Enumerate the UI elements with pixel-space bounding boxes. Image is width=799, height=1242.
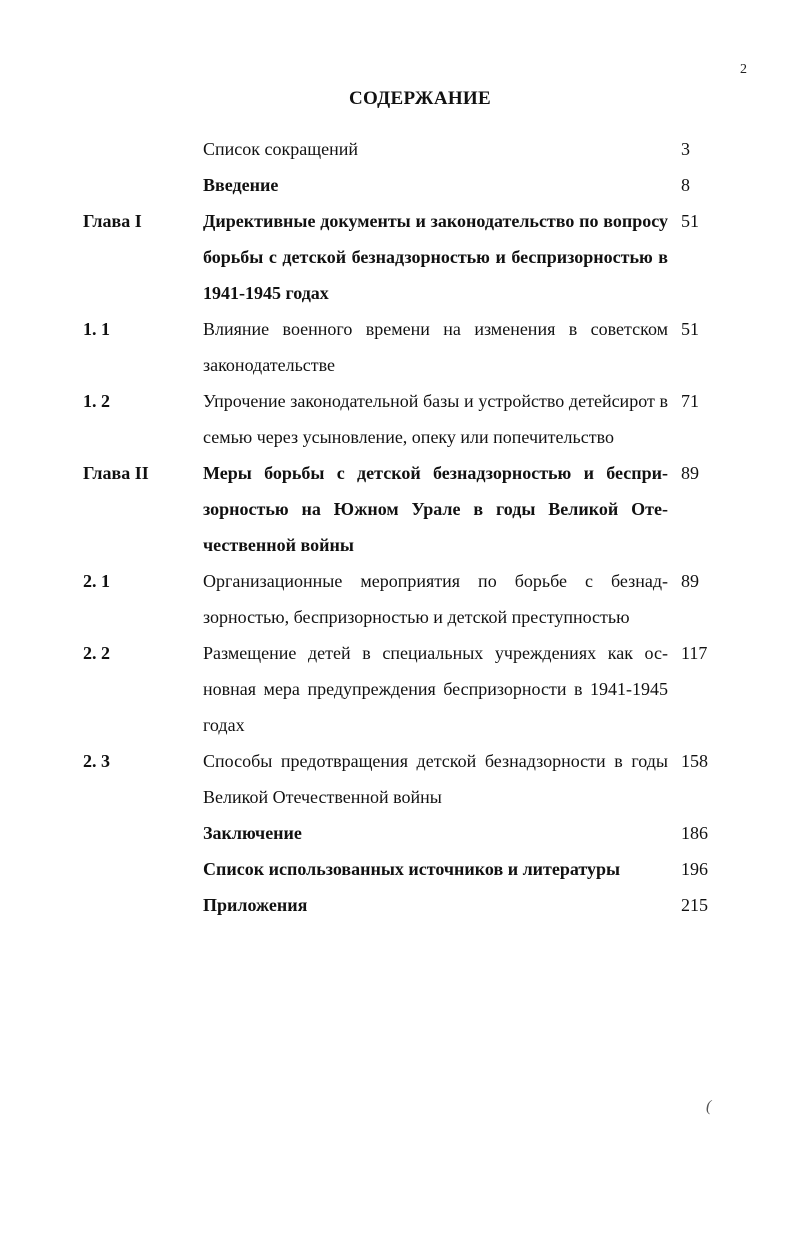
toc-entry-page: 117: [681, 643, 708, 663]
toc-entry-title: Размещение детей в специальных учреждениях как основная мера предупреждения беспризорности в 1941-1945 годах: [203, 643, 668, 735]
toc-entry-label: 2. 2: [83, 643, 110, 663]
toc-entry-section-2-2: [0, 635, 799, 743]
page-title: СОДЕРЖАНИЕ: [349, 88, 491, 109]
table-of-contents: [0, 131, 799, 923]
toc-entry-section-2-1: [0, 563, 799, 635]
toc-entry-page: 51: [681, 211, 699, 231]
toc-entry-abbreviations: [0, 131, 799, 167]
toc-entry-introduction: [0, 167, 799, 203]
toc-entry-bibliography: [0, 851, 799, 887]
toc-entry-title: Упрочение законодательной базы и устройство детейсирот в семью через усыновление, опеку или попечительство: [203, 391, 668, 447]
pen-mark-decoration: (: [706, 1098, 712, 1115]
toc-entry-label: 1. 2: [83, 391, 110, 411]
toc-entry-page: 215: [681, 895, 708, 915]
toc-entry-page: 51: [681, 319, 699, 339]
toc-entry-page: 158: [681, 751, 708, 771]
toc-entry-page: 186: [681, 823, 708, 843]
toc-entry-label: Глава II: [83, 463, 149, 483]
toc-entry-title: Список использованных источников и литературы: [203, 859, 621, 879]
toc-entry-conclusion: [0, 815, 799, 851]
toc-entry-title: Директивные документы и законодательство по вопросу борьбы с детской безнадзорностью и беспризорностью в 1941-1945 годах: [203, 211, 668, 303]
toc-entry-title: Введение: [203, 175, 279, 195]
toc-entry-label: 2. 3: [83, 751, 110, 771]
toc-entry-title: Влияние военного времени на изменения в советском законодательстве: [203, 319, 668, 375]
toc-entry-label: 1. 1: [83, 319, 110, 339]
toc-entry-title: Организационные мероприятия по борьбе с безнадзорностью, беспризорностью и детской преступностью: [203, 571, 668, 627]
toc-entry-title: Заключение: [203, 823, 302, 843]
toc-entry-title: Меры борьбы с детской безнадзорностью и беспризорностью на Южном Урале в годы Великой Отечественной войны: [203, 463, 668, 555]
toc-entry-page: 8: [681, 175, 690, 195]
page-number: 2: [740, 62, 747, 77]
toc-entry-title: Список сокращений: [203, 139, 358, 159]
toc-entry-page: 196: [681, 859, 708, 879]
toc-entry-appendices: [0, 887, 799, 923]
toc-entry-title: Способы предотвращения детской безнадзорности в годы Великой Отечественной войны: [203, 751, 668, 807]
toc-entry-section-1-2: [0, 383, 799, 455]
toc-entry-section-2-3: [0, 743, 799, 815]
toc-entry-page: 71: [681, 391, 699, 411]
toc-entry-title: Приложения: [203, 895, 308, 915]
toc-entry-page: 3: [681, 139, 690, 159]
toc-entry-page: 89: [681, 463, 699, 483]
toc-entry-chapter-1: [0, 203, 799, 311]
toc-entry-label: 2. 1: [83, 571, 110, 591]
toc-entry-chapter-2: [0, 455, 799, 563]
toc-entry-section-1-1: [0, 311, 799, 383]
toc-entry-page: 89: [681, 571, 699, 591]
toc-entry-label: Глава I: [83, 211, 142, 231]
